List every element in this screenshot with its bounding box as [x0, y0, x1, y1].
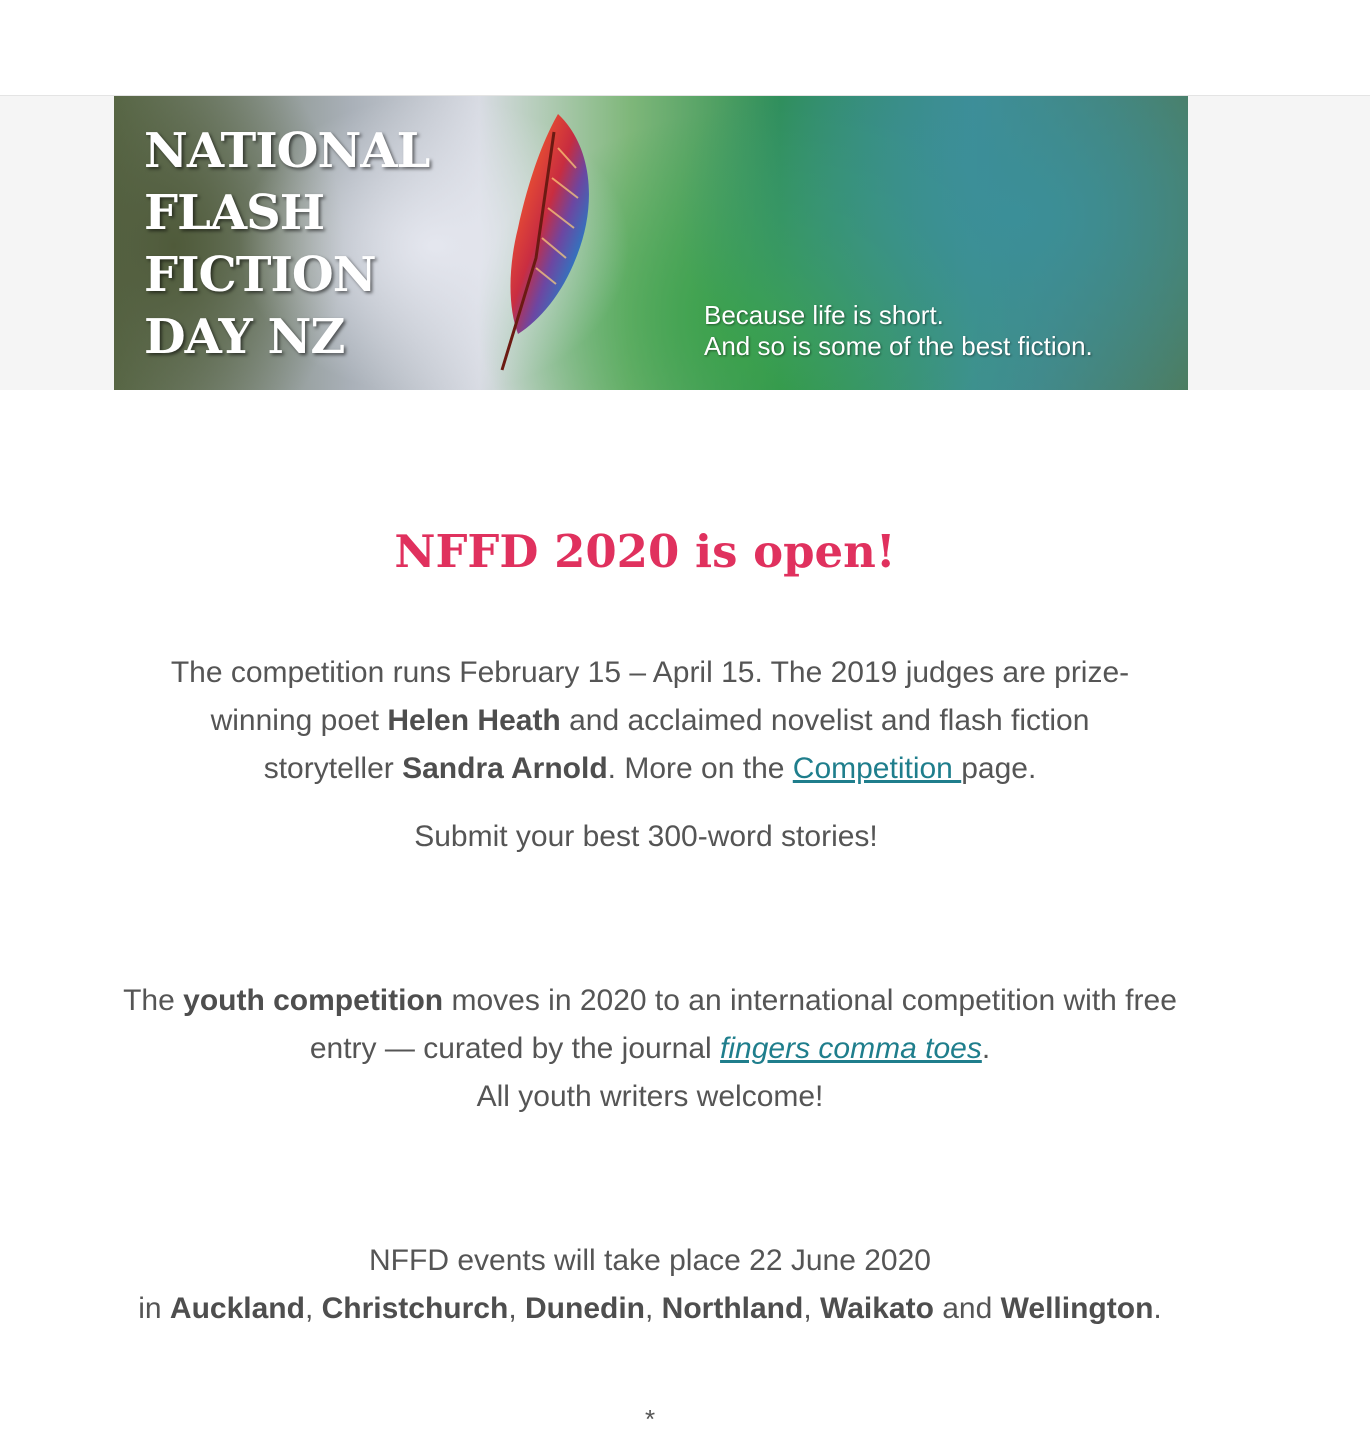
- header-banner[interactable]: [114, 96, 1188, 390]
- events-line: [0, 1237, 1300, 1285]
- banner-title-line: NATIONAL: [144, 123, 430, 179]
- banner-title-line: DAY NZ: [144, 309, 345, 365]
- judge-name: Sandra Arnold: [402, 752, 608, 785]
- separator: ,: [304, 1292, 322, 1325]
- text: and acclaimed novelist and flash fiction: [560, 704, 1090, 737]
- section-divider: *: [644, 1404, 656, 1434]
- competition-line: [0, 649, 1300, 697]
- tagline-line: And so is some of the best fiction.: [704, 331, 1093, 361]
- submit-text: Submit your best 300-word stories!: [414, 820, 878, 853]
- text: All youth writers welcome!: [476, 1080, 824, 1113]
- text: . More on the: [607, 752, 793, 785]
- youth-competition-label: youth competition: [183, 984, 444, 1017]
- text: .: [981, 1032, 991, 1065]
- text: winning poet: [210, 704, 388, 737]
- text: The competition runs February 15 – April 15. The 2019 judges are prize-: [170, 656, 1130, 689]
- city-name: Wellington: [1000, 1292, 1154, 1325]
- competition-link[interactable]: Competition: [792, 752, 962, 785]
- journal-link[interactable]: fingers comma toes: [720, 1032, 982, 1065]
- text: NFFD events will take place 22 June 2020: [369, 1244, 931, 1277]
- text: in: [138, 1292, 170, 1325]
- text: page.: [961, 752, 1037, 785]
- separator: ,: [508, 1292, 525, 1325]
- tagline-line: Because life is short.: [704, 300, 944, 330]
- competition-line: [0, 745, 1300, 793]
- text: storyteller: [263, 752, 403, 785]
- text: The: [123, 984, 184, 1017]
- banner-title: [144, 120, 429, 368]
- banner-title-line: FLASH: [144, 185, 325, 241]
- text: and: [933, 1292, 1001, 1325]
- youth-line: [0, 1073, 1300, 1121]
- separator: ,: [645, 1292, 662, 1325]
- city-name: Northland: [661, 1292, 804, 1325]
- city-name: Waikato: [820, 1292, 934, 1325]
- banner-title-line: FICTION: [144, 247, 376, 303]
- events-line: [0, 1285, 1300, 1333]
- events-paragraph: [0, 1237, 1300, 1333]
- youth-line: [0, 977, 1300, 1025]
- competition-line: [0, 697, 1300, 745]
- competition-paragraph: [0, 649, 1300, 793]
- text: moves in 2020 to an international competition with free: [443, 984, 1177, 1017]
- separator: ,: [803, 1292, 820, 1325]
- city-name: Auckland: [169, 1292, 305, 1325]
- youth-paragraph: [0, 977, 1300, 1121]
- city-name: Christchurch: [321, 1292, 509, 1325]
- city-name: Dunedin: [525, 1292, 645, 1325]
- banner-tagline: [704, 300, 1093, 362]
- text: entry — curated by the journal: [309, 1032, 721, 1065]
- page-headline: NFFD 2020 is open!: [394, 525, 896, 578]
- text: .: [1153, 1292, 1162, 1325]
- youth-line: [0, 1025, 1300, 1073]
- top-bar: [0, 0, 1370, 96]
- feather-icon: [466, 108, 606, 378]
- judge-name: Helen Heath: [387, 704, 561, 737]
